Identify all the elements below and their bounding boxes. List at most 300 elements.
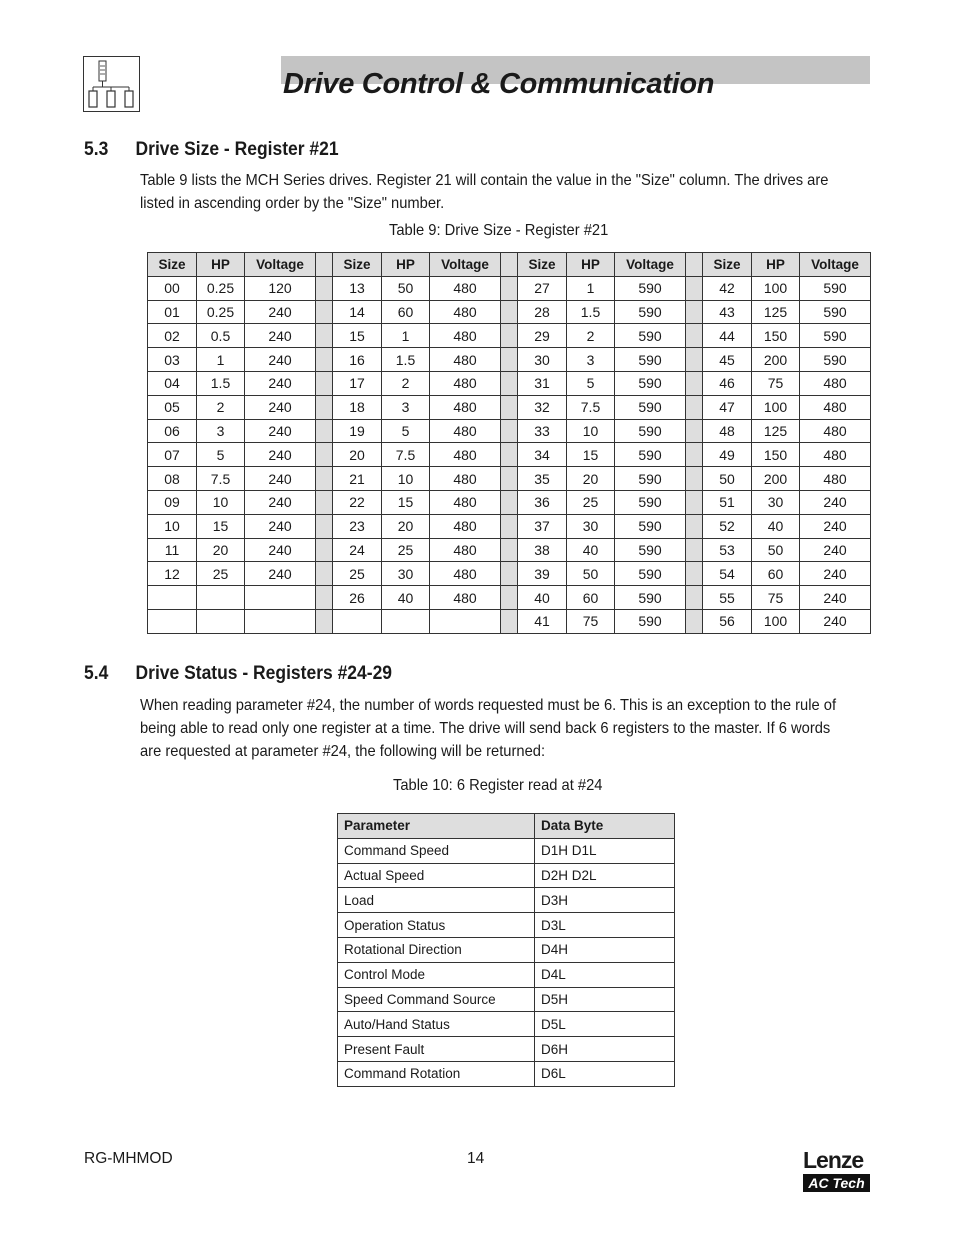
table-cell: 2 bbox=[197, 395, 245, 419]
column-header: Voltage bbox=[430, 253, 501, 277]
column-header: Size bbox=[518, 253, 567, 277]
column-gap bbox=[501, 467, 518, 491]
table-cell: 240 bbox=[245, 371, 316, 395]
table-cell: 42 bbox=[703, 276, 752, 300]
table-cell: 240 bbox=[800, 514, 871, 538]
brand-sub: AC Tech bbox=[803, 1174, 870, 1192]
table-cell: D6L bbox=[535, 1061, 675, 1086]
table-cell: 590 bbox=[800, 348, 871, 372]
table-cell: 480 bbox=[800, 371, 871, 395]
table-cell: 240 bbox=[800, 586, 871, 610]
column-gap bbox=[686, 514, 703, 538]
column-gap bbox=[316, 514, 333, 538]
register-read-table bbox=[337, 813, 675, 1087]
table-row bbox=[148, 586, 871, 610]
section-title: Drive Size - Register #21 bbox=[135, 139, 339, 160]
table-cell: 52 bbox=[703, 514, 752, 538]
table-cell: 240 bbox=[245, 395, 316, 419]
column-gap bbox=[501, 562, 518, 586]
column-gap bbox=[686, 276, 703, 300]
table-cell: D1H D1L bbox=[535, 838, 675, 863]
table-cell: 590 bbox=[615, 395, 686, 419]
table-cell: 60 bbox=[567, 586, 615, 610]
table-cell: Load bbox=[338, 888, 535, 913]
table-cell: 590 bbox=[615, 490, 686, 514]
table-row bbox=[338, 937, 675, 962]
table-header-row bbox=[148, 253, 871, 277]
table-cell: 36 bbox=[518, 490, 567, 514]
table-cell: 06 bbox=[148, 419, 197, 443]
table-cell: 5 bbox=[197, 443, 245, 467]
table-cell: 480 bbox=[800, 443, 871, 467]
table-cell: D3L bbox=[535, 913, 675, 938]
table-row bbox=[338, 1037, 675, 1062]
table-row bbox=[148, 443, 871, 467]
table-row bbox=[338, 1061, 675, 1086]
table-cell: 17 bbox=[333, 371, 382, 395]
column-header: HP bbox=[567, 253, 615, 277]
table-cell: Actual Speed bbox=[338, 863, 535, 888]
table-row bbox=[148, 395, 871, 419]
table-cell: 20 bbox=[382, 514, 430, 538]
table-cell: 10 bbox=[382, 467, 430, 491]
column-gap bbox=[501, 443, 518, 467]
table-cell: 50 bbox=[752, 538, 800, 562]
table-cell: Command Speed bbox=[338, 838, 535, 863]
column-header: Parameter bbox=[338, 814, 535, 839]
table-cell: 480 bbox=[430, 348, 501, 372]
table-cell bbox=[245, 609, 316, 633]
column-header: HP bbox=[752, 253, 800, 277]
table-cell: 240 bbox=[245, 324, 316, 348]
table-row bbox=[148, 276, 871, 300]
column-gap bbox=[501, 514, 518, 538]
column-gap bbox=[686, 562, 703, 586]
table-cell: 30 bbox=[752, 490, 800, 514]
table-cell: 31 bbox=[518, 371, 567, 395]
table-cell: 35 bbox=[518, 467, 567, 491]
table-cell: 590 bbox=[615, 419, 686, 443]
table-row bbox=[148, 538, 871, 562]
table-cell: 240 bbox=[800, 538, 871, 562]
table-cell: 19 bbox=[333, 419, 382, 443]
table-cell: 25 bbox=[382, 538, 430, 562]
table-cell: Control Mode bbox=[338, 962, 535, 987]
table-cell: D5H bbox=[535, 987, 675, 1012]
table-cell: 37 bbox=[518, 514, 567, 538]
table-cell: Present Fault bbox=[338, 1037, 535, 1062]
column-gap bbox=[501, 586, 518, 610]
table-cell: 75 bbox=[752, 371, 800, 395]
table-cell: 10 bbox=[197, 490, 245, 514]
column-gap bbox=[316, 348, 333, 372]
table-cell: 12 bbox=[148, 562, 197, 586]
table-cell: 240 bbox=[245, 300, 316, 324]
table-cell: 50 bbox=[382, 276, 430, 300]
table-cell: 25 bbox=[197, 562, 245, 586]
table-cell: 24 bbox=[333, 538, 382, 562]
table-cell: 240 bbox=[800, 609, 871, 633]
table-cell: 0.5 bbox=[197, 324, 245, 348]
table-cell: Rotational Direction bbox=[338, 937, 535, 962]
table-cell: 480 bbox=[430, 562, 501, 586]
table-cell: 480 bbox=[430, 276, 501, 300]
table-row bbox=[148, 490, 871, 514]
table-cell: 590 bbox=[615, 443, 686, 467]
table-cell: 590 bbox=[615, 276, 686, 300]
table-cell: 32 bbox=[518, 395, 567, 419]
table-cell: 240 bbox=[245, 348, 316, 372]
column-gap bbox=[501, 253, 518, 277]
table-cell: 08 bbox=[148, 467, 197, 491]
table-cell: 100 bbox=[752, 395, 800, 419]
table-header-row bbox=[338, 814, 675, 839]
table-cell: 01 bbox=[148, 300, 197, 324]
section-number: 5.3 bbox=[84, 139, 109, 160]
column-gap bbox=[501, 419, 518, 443]
column-gap bbox=[316, 490, 333, 514]
column-gap bbox=[316, 562, 333, 586]
table-cell: D4H bbox=[535, 937, 675, 962]
table-cell: 1 bbox=[382, 324, 430, 348]
table-cell: 07 bbox=[148, 443, 197, 467]
table-cell: 40 bbox=[567, 538, 615, 562]
table-cell: 480 bbox=[430, 324, 501, 348]
table-cell: 40 bbox=[752, 514, 800, 538]
table-cell: 15 bbox=[382, 490, 430, 514]
table-cell: 120 bbox=[245, 276, 316, 300]
table-cell: 150 bbox=[752, 324, 800, 348]
table-cell: 240 bbox=[800, 490, 871, 514]
table-cell: 30 bbox=[518, 348, 567, 372]
table-cell: 480 bbox=[430, 300, 501, 324]
table-cell: 75 bbox=[567, 609, 615, 633]
table-cell: 3 bbox=[567, 348, 615, 372]
column-header: Voltage bbox=[615, 253, 686, 277]
table-cell: 60 bbox=[752, 562, 800, 586]
table-row bbox=[338, 962, 675, 987]
table-cell: 20 bbox=[197, 538, 245, 562]
table-cell: 7.5 bbox=[382, 443, 430, 467]
section-heading-5-4 bbox=[84, 663, 392, 685]
table-cell: 7.5 bbox=[197, 467, 245, 491]
table-cell: 41 bbox=[518, 609, 567, 633]
table-cell: 240 bbox=[245, 443, 316, 467]
section-heading-5-3 bbox=[84, 139, 339, 161]
column-gap bbox=[316, 371, 333, 395]
table-cell: 10 bbox=[567, 419, 615, 443]
table-cell: D4L bbox=[535, 962, 675, 987]
table-cell: 590 bbox=[615, 467, 686, 491]
table-cell: 1 bbox=[197, 348, 245, 372]
table-cell: 590 bbox=[615, 324, 686, 348]
table-cell: 46 bbox=[703, 371, 752, 395]
table-cell: 2 bbox=[567, 324, 615, 348]
table-cell: 45 bbox=[703, 348, 752, 372]
table-cell: 240 bbox=[245, 562, 316, 586]
table-cell: 00 bbox=[148, 276, 197, 300]
table-cell: 590 bbox=[615, 538, 686, 562]
table-cell: 480 bbox=[430, 443, 501, 467]
table-cell: 240 bbox=[245, 514, 316, 538]
table-cell bbox=[197, 609, 245, 633]
column-header: Size bbox=[703, 253, 752, 277]
column-gap bbox=[686, 586, 703, 610]
column-gap bbox=[686, 300, 703, 324]
table-cell: 100 bbox=[752, 609, 800, 633]
table-cell: 25 bbox=[567, 490, 615, 514]
table-cell: 09 bbox=[148, 490, 197, 514]
table-cell: 200 bbox=[752, 348, 800, 372]
table-cell: 20 bbox=[333, 443, 382, 467]
column-header: Data Byte bbox=[535, 814, 675, 839]
table-cell: 590 bbox=[615, 586, 686, 610]
column-header: HP bbox=[382, 253, 430, 277]
brand-logo bbox=[803, 1148, 870, 1193]
table-cell: 56 bbox=[703, 609, 752, 633]
table-cell: 590 bbox=[615, 609, 686, 633]
table-cell: D2H D2L bbox=[535, 863, 675, 888]
table-cell bbox=[430, 609, 501, 633]
column-gap bbox=[501, 348, 518, 372]
section-5-3-paragraph: Table 9 lists the MCH Series drives. Register 21 will contain the value in the "Size" column. The drives are listed in ascending order by the "Size" number. bbox=[140, 172, 829, 212]
column-header: Voltage bbox=[800, 253, 871, 277]
section-5-4-paragraph: When reading parameter #24, the number of words requested must be 6. This is an exception to the rule of being able to read only one register at a time. The drive will send back 6 registers to the master. If 6 words are requested at parameter #24, the following will be returned: bbox=[140, 697, 837, 760]
table-cell: 28 bbox=[518, 300, 567, 324]
column-header: Voltage bbox=[245, 253, 316, 277]
table-cell: D5L bbox=[535, 1012, 675, 1037]
column-gap bbox=[686, 371, 703, 395]
table-cell: 0.25 bbox=[197, 300, 245, 324]
table-cell: 53 bbox=[703, 538, 752, 562]
table-cell: D6H bbox=[535, 1037, 675, 1062]
table-cell: 125 bbox=[752, 419, 800, 443]
table-cell: 44 bbox=[703, 324, 752, 348]
column-gap bbox=[316, 443, 333, 467]
table-row bbox=[148, 467, 871, 491]
column-gap bbox=[316, 395, 333, 419]
table-cell: 480 bbox=[800, 419, 871, 443]
column-header: HP bbox=[197, 253, 245, 277]
table-cell bbox=[333, 609, 382, 633]
column-gap bbox=[686, 395, 703, 419]
table-cell: 1.5 bbox=[197, 371, 245, 395]
table-cell: 03 bbox=[148, 348, 197, 372]
table-cell: 590 bbox=[615, 348, 686, 372]
table-cell: 50 bbox=[567, 562, 615, 586]
table-cell: 48 bbox=[703, 419, 752, 443]
section-number: 5.4 bbox=[84, 663, 109, 684]
column-gap bbox=[686, 443, 703, 467]
table-row bbox=[148, 562, 871, 586]
table-cell: 55 bbox=[703, 586, 752, 610]
table-cell: 15 bbox=[333, 324, 382, 348]
table-cell: 480 bbox=[430, 419, 501, 443]
table-row bbox=[148, 609, 871, 633]
table-cell: 30 bbox=[382, 562, 430, 586]
table-cell bbox=[197, 586, 245, 610]
table-9-caption: Table 9: Drive Size - Register #21 bbox=[389, 222, 609, 239]
column-gap bbox=[501, 300, 518, 324]
table-10-caption: Table 10: 6 Register read at #24 bbox=[393, 777, 603, 794]
table-cell: Auto/Hand Status bbox=[338, 1012, 535, 1037]
table-cell: 150 bbox=[752, 443, 800, 467]
brand-name: Lenze bbox=[803, 1147, 864, 1173]
table-cell: 50 bbox=[703, 467, 752, 491]
table-cell: Speed Command Source bbox=[338, 987, 535, 1012]
table-cell: 0.25 bbox=[197, 276, 245, 300]
section-title: Drive Status - Registers #24-29 bbox=[135, 663, 393, 684]
table-cell: 240 bbox=[245, 538, 316, 562]
table-cell: 38 bbox=[518, 538, 567, 562]
table-row bbox=[148, 348, 871, 372]
column-gap bbox=[316, 609, 333, 633]
table-cell: 49 bbox=[703, 443, 752, 467]
document-id: RG-MHMOD bbox=[84, 1150, 173, 1167]
table-cell: 5 bbox=[567, 371, 615, 395]
table-cell: 54 bbox=[703, 562, 752, 586]
column-gap bbox=[501, 538, 518, 562]
column-gap bbox=[501, 371, 518, 395]
table-row bbox=[338, 987, 675, 1012]
column-gap bbox=[686, 538, 703, 562]
table-cell: 590 bbox=[800, 276, 871, 300]
table-cell: 10 bbox=[148, 514, 197, 538]
table-cell: 20 bbox=[567, 467, 615, 491]
table-row bbox=[338, 913, 675, 938]
column-gap bbox=[686, 467, 703, 491]
table-cell: 5 bbox=[382, 419, 430, 443]
column-gap bbox=[686, 490, 703, 514]
table-cell: 15 bbox=[197, 514, 245, 538]
table-row bbox=[148, 371, 871, 395]
table-cell: Command Rotation bbox=[338, 1061, 535, 1086]
table-cell: 27 bbox=[518, 276, 567, 300]
table-cell: 1.5 bbox=[382, 348, 430, 372]
table-cell: 18 bbox=[333, 395, 382, 419]
table-cell: 480 bbox=[430, 514, 501, 538]
column-gap bbox=[316, 324, 333, 348]
column-header: Size bbox=[148, 253, 197, 277]
table-cell: 02 bbox=[148, 324, 197, 348]
table-row bbox=[148, 324, 871, 348]
page-title: Drive Control & Communication bbox=[283, 68, 715, 100]
table-row bbox=[338, 838, 675, 863]
column-gap bbox=[316, 538, 333, 562]
table-cell: 480 bbox=[800, 467, 871, 491]
column-gap bbox=[501, 324, 518, 348]
column-gap bbox=[501, 609, 518, 633]
table-cell: 590 bbox=[615, 300, 686, 324]
column-gap bbox=[316, 276, 333, 300]
table-row bbox=[338, 863, 675, 888]
column-gap bbox=[316, 586, 333, 610]
table-cell: 590 bbox=[615, 371, 686, 395]
table-cell: 1.5 bbox=[567, 300, 615, 324]
table-cell: 480 bbox=[430, 371, 501, 395]
table-cell: 480 bbox=[430, 586, 501, 610]
table-cell: 2 bbox=[382, 371, 430, 395]
table-cell: 480 bbox=[430, 490, 501, 514]
table-cell: 1 bbox=[567, 276, 615, 300]
table-cell: 11 bbox=[148, 538, 197, 562]
table-cell: 23 bbox=[333, 514, 382, 538]
table-cell: Operation Status bbox=[338, 913, 535, 938]
column-gap bbox=[686, 348, 703, 372]
table-cell: 480 bbox=[430, 538, 501, 562]
table-cell: 05 bbox=[148, 395, 197, 419]
table-cell: 240 bbox=[245, 467, 316, 491]
table-cell bbox=[148, 586, 197, 610]
table-cell: 21 bbox=[333, 467, 382, 491]
column-gap bbox=[686, 253, 703, 277]
table-cell: 240 bbox=[245, 419, 316, 443]
table-cell: 13 bbox=[333, 276, 382, 300]
column-gap bbox=[501, 276, 518, 300]
table-cell: D3H bbox=[535, 888, 675, 913]
table-cell: 43 bbox=[703, 300, 752, 324]
column-header: Size bbox=[333, 253, 382, 277]
table-cell: 3 bbox=[197, 419, 245, 443]
table-cell: 125 bbox=[752, 300, 800, 324]
column-gap bbox=[686, 419, 703, 443]
table-cell bbox=[148, 609, 197, 633]
table-cell: 22 bbox=[333, 490, 382, 514]
table-cell bbox=[382, 609, 430, 633]
table-cell: 39 bbox=[518, 562, 567, 586]
table-cell: 14 bbox=[333, 300, 382, 324]
table-row bbox=[148, 419, 871, 443]
table-cell: 33 bbox=[518, 419, 567, 443]
table-cell: 240 bbox=[800, 562, 871, 586]
network-diagram-icon bbox=[83, 56, 140, 112]
table-row bbox=[338, 1012, 675, 1037]
table-cell: 480 bbox=[800, 395, 871, 419]
table-cell: 590 bbox=[615, 562, 686, 586]
table-cell: 16 bbox=[333, 348, 382, 372]
table-cell bbox=[245, 586, 316, 610]
column-gap bbox=[501, 395, 518, 419]
table-cell: 3 bbox=[382, 395, 430, 419]
table-cell: 590 bbox=[615, 514, 686, 538]
table-cell: 75 bbox=[752, 586, 800, 610]
table-cell: 47 bbox=[703, 395, 752, 419]
table-cell: 30 bbox=[567, 514, 615, 538]
drive-size-table bbox=[147, 252, 871, 634]
table-cell: 7.5 bbox=[567, 395, 615, 419]
table-cell: 60 bbox=[382, 300, 430, 324]
table-cell: 26 bbox=[333, 586, 382, 610]
table-cell: 29 bbox=[518, 324, 567, 348]
table-cell: 100 bbox=[752, 276, 800, 300]
column-gap bbox=[316, 253, 333, 277]
column-gap bbox=[316, 467, 333, 491]
table-cell: 590 bbox=[800, 300, 871, 324]
table-cell: 240 bbox=[245, 490, 316, 514]
table-cell: 200 bbox=[752, 467, 800, 491]
table-row bbox=[148, 300, 871, 324]
table-cell: 15 bbox=[567, 443, 615, 467]
table-row bbox=[148, 514, 871, 538]
column-gap bbox=[316, 300, 333, 324]
column-gap bbox=[686, 324, 703, 348]
table-cell: 04 bbox=[148, 371, 197, 395]
column-gap bbox=[686, 609, 703, 633]
table-cell: 25 bbox=[333, 562, 382, 586]
page-number: 14 bbox=[467, 1150, 485, 1167]
table-row bbox=[338, 888, 675, 913]
table-cell: 34 bbox=[518, 443, 567, 467]
